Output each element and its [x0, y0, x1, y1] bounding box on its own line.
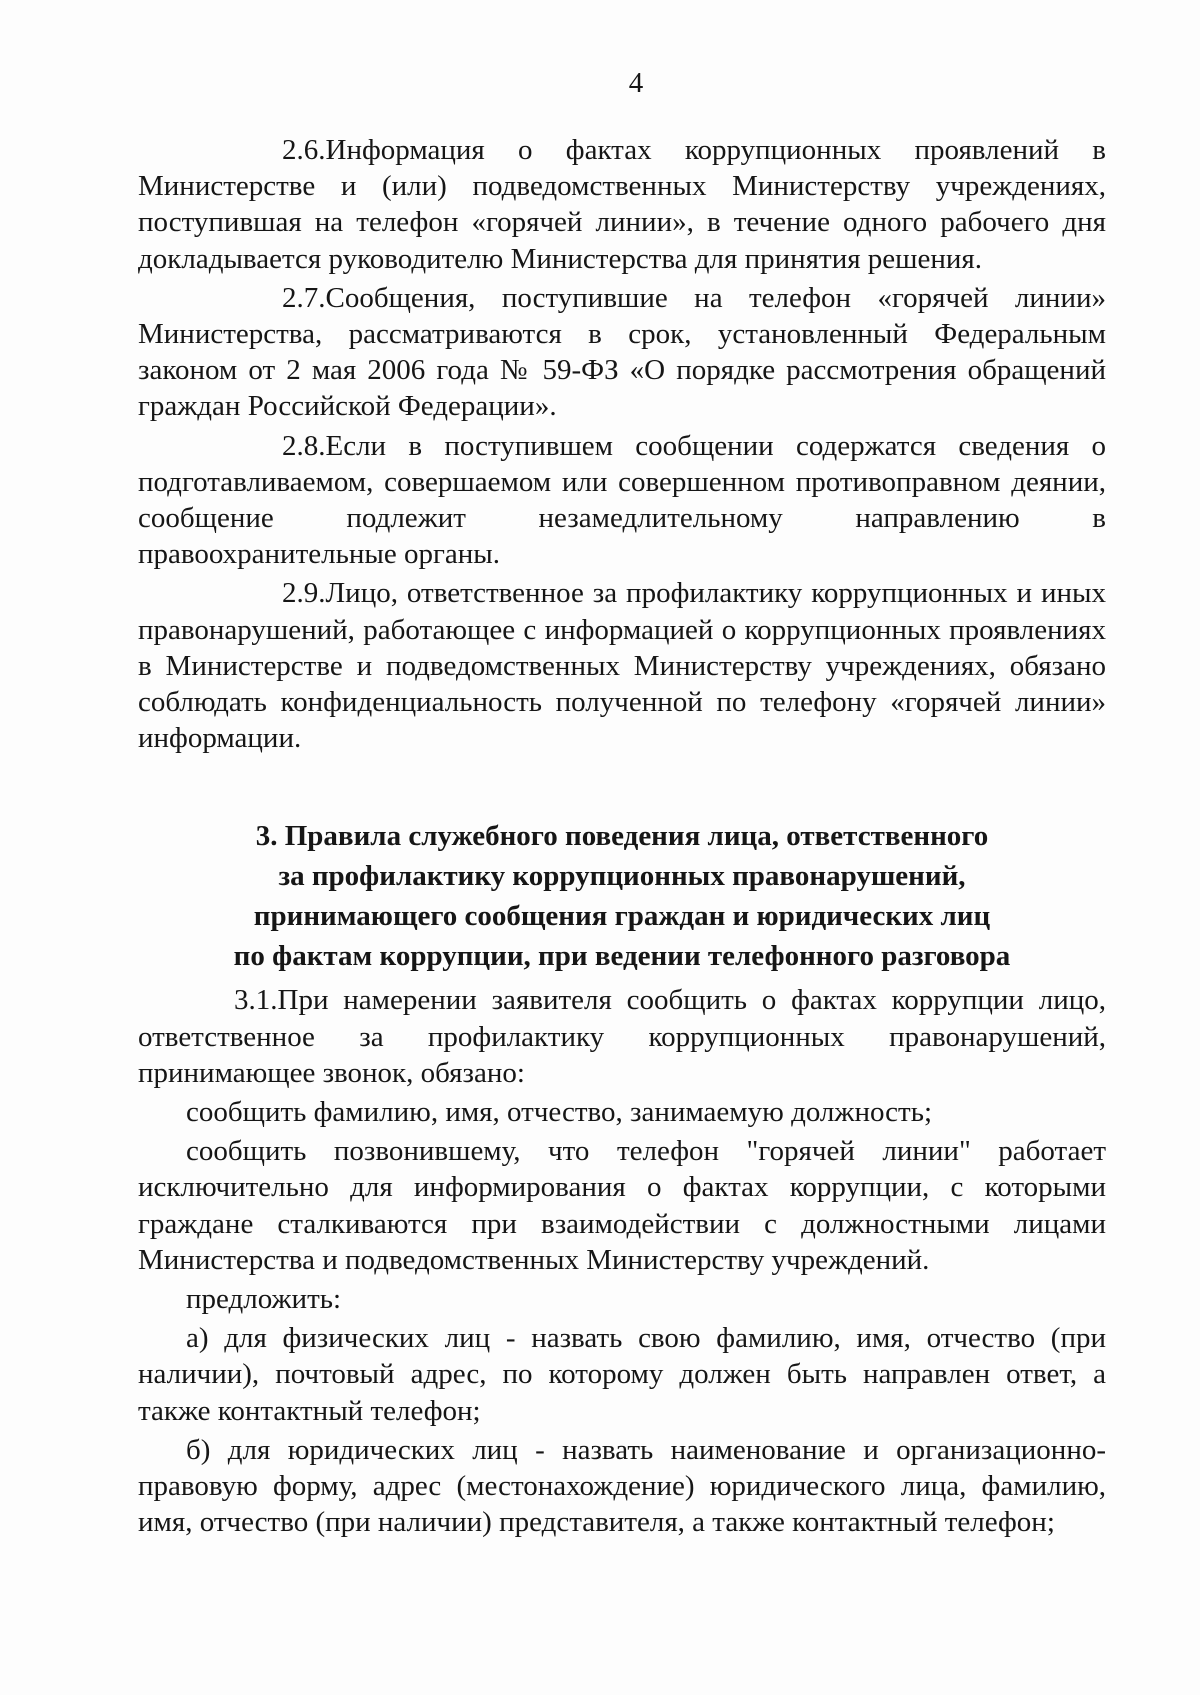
paragraph-3-1 [138, 982, 1106, 1091]
section-3-heading [138, 816, 1106, 976]
paragraph-text: Сообщения, поступившие на телефон «горячей линии» Министерства, рассматриваются в срок, установленный Федеральным законом от 2 мая 2006 года № 59-ФЗ «О порядке рассмотрения обращений граждан Российской Федерации». [138, 281, 1106, 423]
paragraph-text: Лицо, ответственное за профилактику коррупционных и иных правонарушений, работающее с информацией о коррупционных проявлениях в Министерстве и подведомственных Министерству учреждениях, обязано соблюдать конфиденциальность полученной по телефону «горячей линии» информации. [138, 577, 1106, 755]
paragraph-2-7 [138, 280, 1106, 425]
list-item: сообщить позвонившему, что телефон "горячей линии" работает исключительно для информирования о фактах коррупции, с которыми граждане сталкиваются при взаимодействии с должностными лицами Министерства и подведомственных Министерству учреждений. [138, 1135, 1106, 1276]
paragraph-text: Если в поступившем сообщении содержатся сведения о подготавливаемом, совершаемом или совершенном противоправном деянии, сообщение подлежит незамедлительному направлению в правоохранительные органы. [138, 429, 1106, 571]
paragraph-2-6 [138, 132, 1106, 277]
heading-line: принимающего сообщения граждан и юридических лиц [253, 900, 991, 933]
list-item: предложить: [186, 1283, 342, 1316]
heading-line: 3. Правила служебного поведения лица, ответственного [255, 820, 989, 853]
heading-line: за профилактику коррупционных правонарушений, [278, 860, 966, 893]
paragraph-text: Информация о фактах коррупционных проявлений в Министерстве и (или) подведомственных Министерству учреждениях, поступившая на телефон «горячей линии», в течение одного рабочего дня докладывается руководителю Министерства для принятия решения. [138, 134, 1106, 275]
document-body [138, 132, 1106, 1541]
section-3-body [138, 982, 1106, 1540]
page-number: 4 [628, 67, 644, 99]
paragraph-2-9 [138, 575, 1106, 756]
paragraph-text: При намерении заявителя сообщить о фактах коррупции лицо, ответственное за профилактику коррупционных правонарушений, принимающее звонок, обязано: [138, 984, 1106, 1089]
paragraph-number: 2.8. [282, 429, 326, 462]
paragraph-number: 3.1. [234, 984, 278, 1017]
list-item: сообщить фамилию, имя, отчество, занимаемую должность; [186, 1096, 933, 1129]
list-item: б) для юридических лиц - назвать наименование и организационно-правовую форму, адрес (местонахождение) юридического лица, фамилию, имя, отчество (при наличии) представителя, а также контактный телефон; [138, 1433, 1106, 1539]
paragraph-number: 2.9. [282, 577, 326, 610]
paragraph-number: 2.7. [282, 281, 326, 314]
paragraph-number: 2.6. [282, 134, 326, 166]
paragraph-2-8 [138, 428, 1106, 573]
section-2-continuation [138, 132, 1106, 756]
list-item: а) для физических лиц - назвать свою фамилию, имя, отчество (при наличии), почтовый адрес, по которому должен быть направлен ответ, а также контактный телефон; [138, 1322, 1106, 1427]
heading-line: по фактам коррупции, при ведении телефонного разговора [233, 940, 1011, 973]
